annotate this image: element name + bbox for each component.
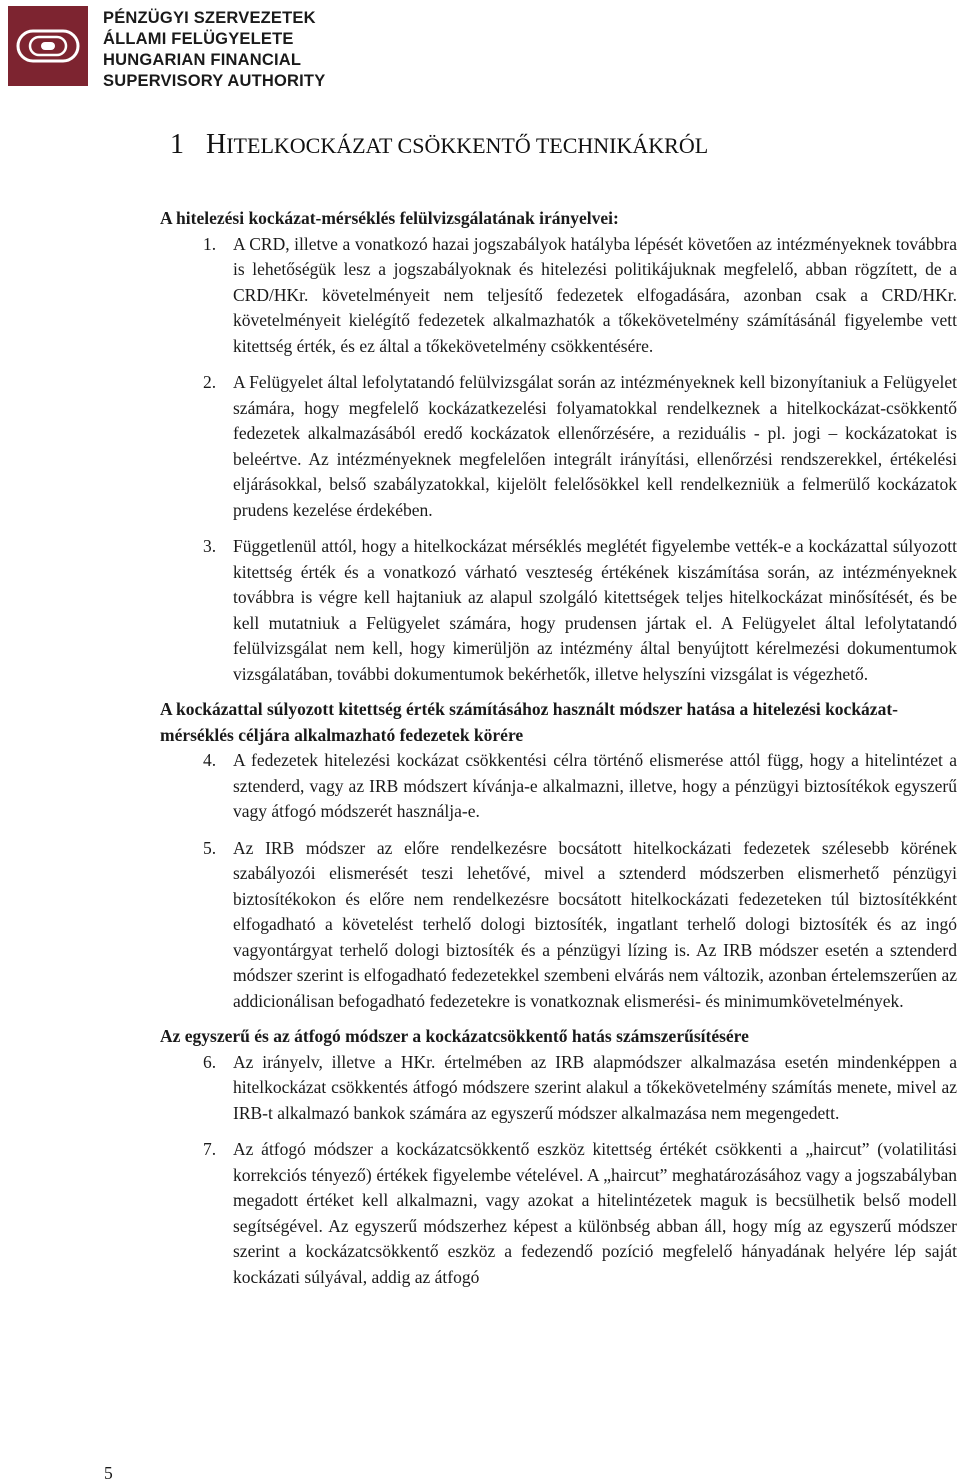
section-heading: A kockázattal súlyozott kitettség érték számításához használt módszer hatása a hitelezési kockázat-mérséklés céljára alkalmazható fedezetek körére xyxy=(160,699,898,745)
item-number: 5. xyxy=(203,837,217,858)
chapter-title-rest: ITELKOCKÁZAT CSÖKKENTŐ TECHNIKÁKRÓL xyxy=(226,133,709,158)
chapter-title xyxy=(170,128,708,163)
item-text: A fedezetek hitelezési kockázat csökkentési célra történő elismerése attól függ, hogy a hitelintézet a sztenderd, vagy az IRB módszert kívánja-e alkalmazni, illetve, hogy a pénzügyi biztosítékok egyszerű vagy átfogó módszerét használja-e. xyxy=(233,750,957,821)
item-number: 2. xyxy=(203,372,217,392)
logo-line: ÁLLAMI FELÜGYELETE xyxy=(103,30,294,48)
page-number: 5 xyxy=(104,1463,113,1483)
item-number: 6. xyxy=(203,1051,217,1072)
item-text: A Felügyelet által lefolytatandó felülvizsgálat során az intézményeknek kell bizonyítaniuk a Felügyelet számára, hogy megfelelő kockázatkezelési folyamatokkal rendelkeznek a hitelkockázat-csökkentő fedezetek alkalmazásából eredő kockázatok ellenőrzésére, a reziduális - pl. jogi – kockázatokat is beleértve. Az intézményeknek megfelelően integrált irányítási, ellenőrzési rendszerekkel, értékelési eljárásokkal, belső szabályzatokkal, kijelölt felelősökkel kell rendelkezniük a felmerülő kockázatok prudens kezelése érdekében. xyxy=(233,372,957,520)
logo-emblem xyxy=(8,6,88,86)
chapter-title-initial: H xyxy=(206,129,227,160)
item-number: 7. xyxy=(203,1139,217,1159)
item-number: 3. xyxy=(203,536,217,556)
chapter-number: 1 xyxy=(170,129,184,160)
section-heading: A hitelezési kockázat-mérséklés felülvizsgálatának irányelvei: xyxy=(160,208,619,228)
list-item xyxy=(160,232,957,360)
list-item xyxy=(160,370,957,523)
section-heading: Az egyszerű és az átfogó módszer a kockázatcsökkentő hatás számszerűsítésére xyxy=(160,1026,749,1046)
list-item xyxy=(160,836,957,1015)
list-item xyxy=(160,1137,957,1290)
item-text: Függetlenül attól, hogy a hitelkockázat mérséklés meglétét figyelembe vették-e a kockázattal súlyozott kitettség érték és a vonatkozó várható veszteség értékének kiszámítása során, az intézményeknek továbbra is végre kell hajtaniuk az alapul szolgáló kitettségek teljes hitelkockázat minősítését, és be kell mutatniuk a Felügyelet számára, hogy prudensen jártak el. A Felügyelet által lefolytatandó felülvizsgálat nem kell, hogy kimerüljön az intézmény által benyújtott kérelmezési dokumentumok vizsgálatában, további dokumentumok bekérhetők, illetve helyszíni vizsgálat is végezhető. xyxy=(233,536,957,684)
list-item xyxy=(160,534,957,687)
item-text: Az átfogó módszer a kockázatcsökkentő eszköz kitettség értékét csökkenti a „haircut” (volatilitási korrekciós tényező) értékek figyelembe vételével. A „haircut” meghatározásához vagy a jogszabályban megadott értéket kell alkalmazni, vagy azokat a hitelintézetek maguk is becsülhetik belső modell segítségével. Az egyszerű módszerhez képest a különbség abban áll, hogy míg az egyszerű módszer szerint a kockázatcsökkentő eszköz a fedezendő pozíció megfelelő hányadának helyére lép saját kockázati súlyával, addig az átfogó xyxy=(233,1139,957,1287)
item-text: Az irányelv, illetve a HKr. értelmében az IRB alapmódszer alkalmazása esetén mindenképpen a hitelkockázat csökkentés átfogó módszere szerint alakul a tőkekövetelmény számítás menete, mivel az IRB-t alkalmazó bankok számára az egyszerű módszer alkalmazása nem megengedett. xyxy=(233,1051,957,1123)
logo-icon xyxy=(8,6,88,86)
logo-wordmark xyxy=(103,8,325,92)
item-text: Az IRB módszer az előre rendelkezésre bocsátott hitelkockázati fedezetek szélesebb körének szabályozói elismerését teszi lehetővé, mivel a sztenderd módszerben elismerhető pénzügyi biztosítékokon és előre nem rendelkezésre bocsátott hitelkockázati fedezeteken túl biztosítékként elfogadható a követelést terhelő dologi biztosíték, ingatlant terhelő dologi biztosíték és az ingó vagyontárgyat terhelő dologi biztosíték és a pénzügyi lízing is. Az IRB módszer esetén a sztenderd módszer szerint is elfogadható fedezetekkel szembeni elvárás nem változik, azonban értelemszerűen az addicionálisan befogadható fedezetekre is vonatkoznak elismerési- és minimumkövetelmények. xyxy=(233,837,957,1011)
list-item xyxy=(160,1050,957,1127)
document-body xyxy=(160,206,957,1290)
logo-line: SUPERVISORY AUTHORITY xyxy=(103,72,326,90)
logo-line: PÉNZÜGYI SZERVEZETEK xyxy=(103,9,316,27)
item-number: 1. xyxy=(203,233,217,254)
item-number: 4. xyxy=(203,750,217,770)
list-item xyxy=(160,748,957,825)
logo-line: HUNGARIAN FINANCIAL xyxy=(103,51,302,69)
item-text: A CRD, illetve a vonatkozó hazai jogszabályok hatályba lépését követően az intézményeknek továbbra is lehetőségük lesz a jogszabályoknak és hitelezési politikájuknak megfelelő, abban rögzített, de a CRD/HKr. követelményeit nem teljesítő fedezetek elfogadására, azonban csak a CRD/HKr. követelményeit kielégítő fedezetek alkalmazhatók a tőkekövetelmény számításánál figyelembe vett kitettség érték, és ez által a tőkekövetelmény csökkentésére. xyxy=(233,233,957,356)
